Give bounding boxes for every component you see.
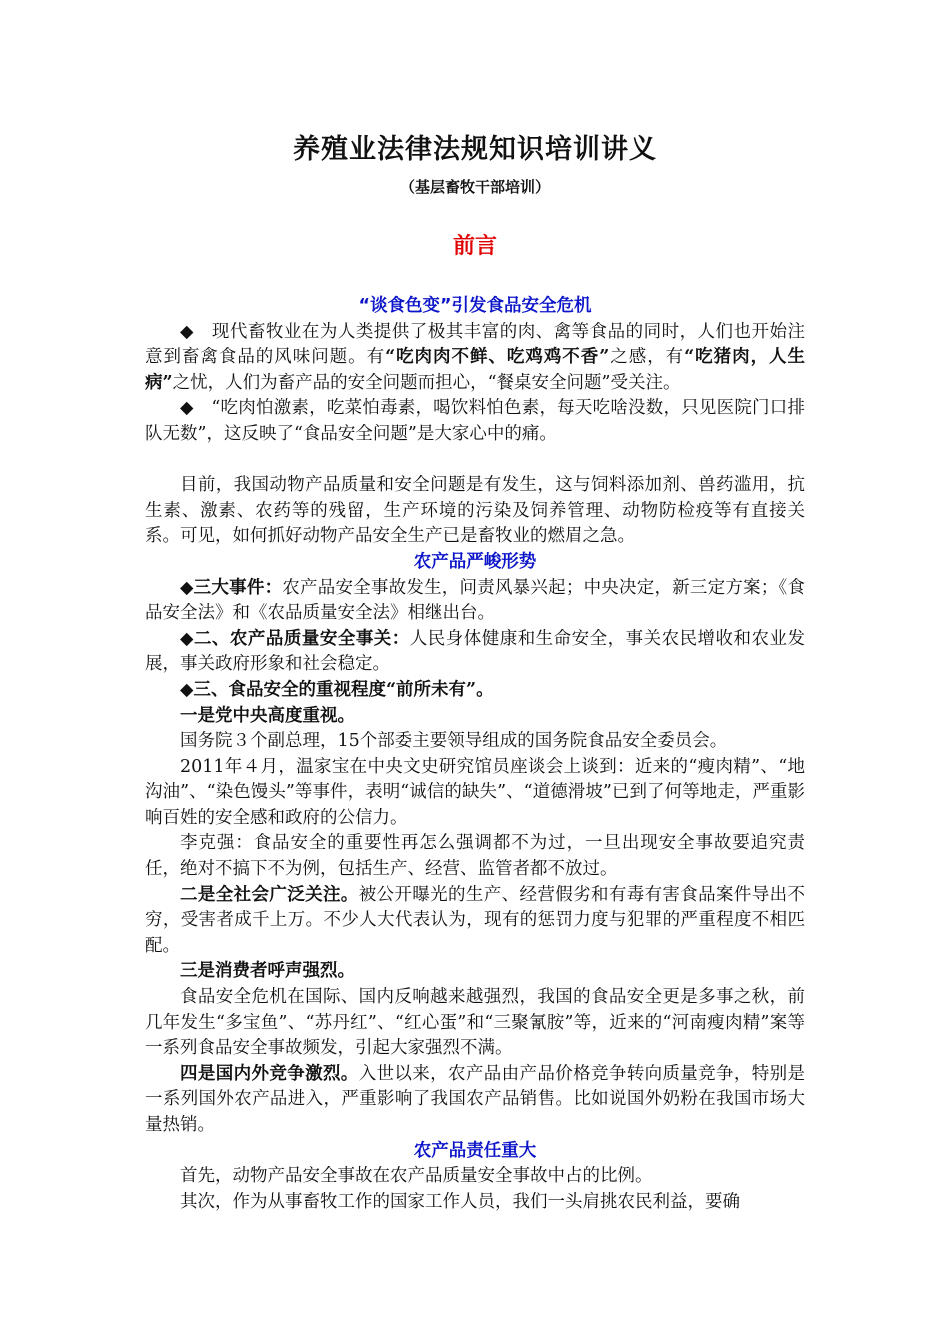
paragraph: 2011年４月，温家宝在中央文史研究馆员座谈会上谈到：近来的“瘦肉精”、“地沟油”、“染色馒头”等事件，表明“诚信的缺失”、“道德滑坡”已到了何等地走，严重影响百姓的安全感和政府的公信力。 (145, 756, 805, 828)
section-heading-responsibility: 农产品责任重大 (413, 1140, 537, 1161)
bold-line: 三是消费者呼声强烈。 (180, 961, 355, 982)
bold-line: 一是党中央高度重视。 (180, 705, 355, 726)
paragraph (145, 320, 805, 397)
bold-lead: 二是全社会广泛关注。 (180, 884, 359, 905)
paragraph: 李克强：食品安全的重要性再怎么强调都不为过，一旦出现安全事故要追究责任，绝对不搞下不为例，包括生产、经营、监管者都不放过。 (145, 833, 805, 880)
document-body (145, 294, 805, 1215)
text-run: 人民身体健康和生命安全，事关农民增收和农业发展，事关政府形象和社会稳定。 (145, 628, 805, 675)
bold-quote: “吃猪肉，人生病” (145, 347, 806, 393)
paragraph (145, 883, 805, 960)
text-run: ◆ 现代畜牧业在为人类提供了极其丰富的肉、禽等食品的同时，人们也开始注意到畜禽食品的风味问题。有 (145, 321, 805, 368)
paragraph (145, 576, 805, 627)
document-subtitle: （基层畜牧干部培训） (399, 178, 550, 196)
paragraph: ◆ “吃肉怕激素，吃菜怕毒素，喝饮料怕色素，每天吃啥没数，只见医院门口排队无数”，这反映了“食品安全问题”是大家心中的痛。 (145, 398, 805, 444)
text-run: 之感，有 (609, 347, 685, 368)
bold-lead: ◆三大事件： (180, 577, 283, 598)
text-run: 农产品安全事故发生，问责风暴兴起；中央决定，新三定方案；《食品安全法》和《农品质量安全法》相继出台。 (145, 577, 805, 624)
paragraph (145, 959, 805, 985)
section-heading-crisis: “谈食色变”引发食品安全危机 (358, 296, 592, 316)
paragraph: 首先，动物产品安全事故在农产品质量安全事故中占的比例。 (180, 1166, 653, 1187)
paragraph (145, 1062, 805, 1139)
text-run: 入世以来，农产品由产品价格竞争转向质量竞争，特别是一系列国外农产品进入，严重影响了我国农产品销售。比如说国外奶粉在我国市场大量热销。 (145, 1063, 806, 1135)
bold-lead: ◆二、农产品质量安全事关： (180, 628, 410, 649)
preface-heading: 前言 (452, 233, 497, 259)
paragraph (145, 704, 805, 730)
paragraph: 食品安全危机在国际、国内反响越来越强烈，我国的食品安全更是多事之秋，前几年发生“多宝鱼”、“苏丹红”、“红心蛋”和“三聚氰胺”等，近来的“河南瘦肉精”案等一系列食品安全事故频发，引起大家强烈不满。 (145, 987, 805, 1059)
document-title: 养殖业法律法规知识培训讲义 (293, 134, 657, 165)
spacer (145, 448, 805, 474)
paragraph: 目前，我国动物产品质量和安全问题是有发生，这与饲料添加剂、兽药滥用，抗生素、激素、农药等的残留，生产环境的污染及饲养管理、动物防检疫等有直接关系。可见，如何抓好动物产品安全生产已是畜牧业的燃眉之急。 (145, 475, 805, 547)
bold-lead: 四是国内外竞争激烈。 (180, 1063, 359, 1084)
paragraph: 国务院３个副总理，15个部委主要领导组成的国务院食品安全委员会。 (180, 731, 728, 752)
paragraph (145, 627, 805, 678)
section-heading-situation: 农产品严峻形势 (413, 551, 537, 572)
text-run: 之忧，人们为畜产品的安全问题而担心，“餐桌安全问题”受关注。 (172, 372, 681, 393)
bold-line: ◆三、食品安全的重视程度“前所未有”。 (180, 679, 494, 700)
paragraph (145, 678, 805, 704)
bold-quote: “吃肉肉不鲜、吃鸡鸡不香” (385, 347, 610, 368)
paragraph: 其次，作为从事畜牧工作的国家工作人员，我们一头肩挑农民利益，要确 (180, 1191, 740, 1212)
text-run: 被公开曝光的生产、经营假劣和有毒有害食品案件导出不穷，受害者成千上万。不少人大代表认为，现有的惩罚力度与犯罪的严重程度不相匹配。 (145, 884, 806, 956)
